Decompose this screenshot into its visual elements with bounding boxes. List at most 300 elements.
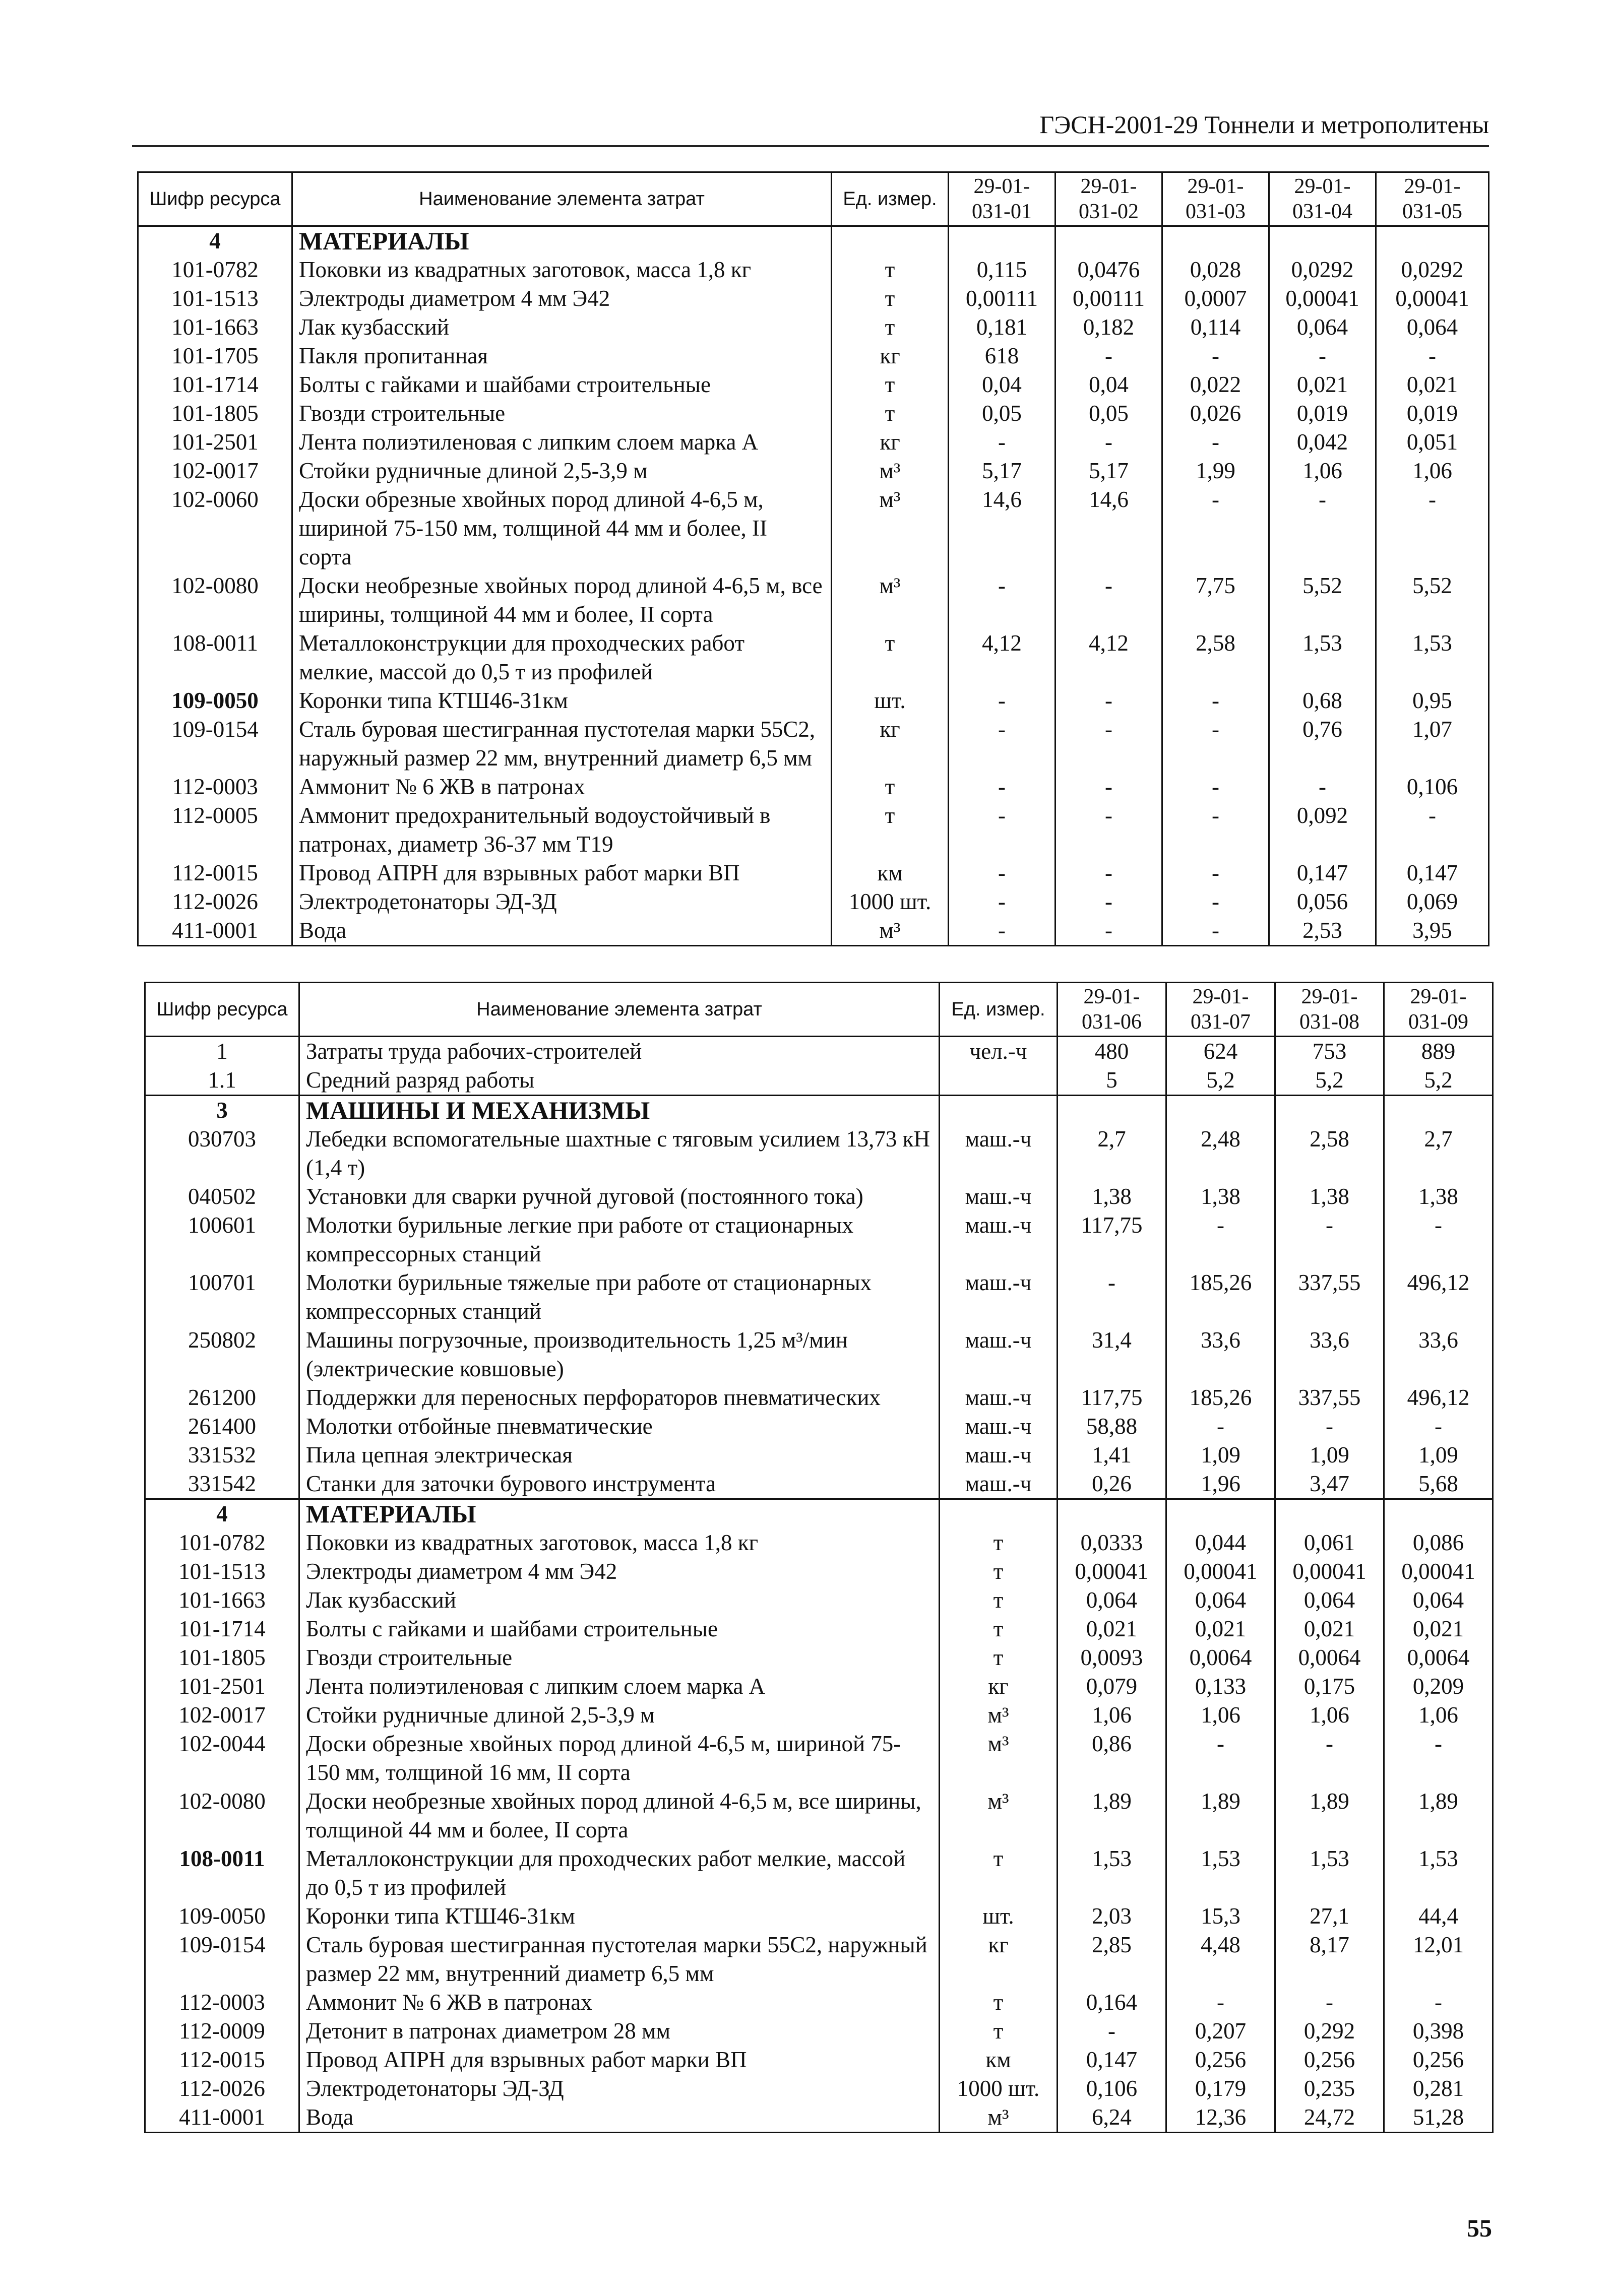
resource-value: 1,06 — [1269, 457, 1376, 485]
resource-unit — [940, 1066, 1058, 1096]
resource-code: 411-0001 — [145, 2103, 299, 2133]
resource-unit: маш.-ч — [940, 1182, 1058, 1211]
resource-value: 117,75 — [1058, 1383, 1166, 1412]
header-lot: 29-01- 031-01 — [949, 172, 1055, 226]
resource-value: 5,2 — [1275, 1066, 1384, 1096]
table-row — [145, 1441, 1493, 1470]
resource-value: 337,55 — [1275, 1268, 1384, 1326]
resource-value: 0,05 — [1055, 399, 1162, 428]
resource-value — [1376, 226, 1489, 256]
resource-name: Провод АПРН для взрывных работ марки ВП — [299, 2046, 940, 2074]
resource-value: - — [1376, 342, 1489, 370]
resource-unit: м³ — [832, 457, 949, 485]
resource-code: 3 — [145, 1096, 299, 1125]
table-row — [145, 1643, 1493, 1672]
resource-value: 0,00041 — [1384, 1557, 1493, 1586]
resource-value: 58,88 — [1058, 1412, 1166, 1441]
resource-value: 4,12 — [1055, 629, 1162, 686]
resource-code: 261400 — [145, 1412, 299, 1441]
resource-value: 2,48 — [1166, 1125, 1275, 1182]
resource-name: Стойки рудничные длиной 2,5-3,9 м — [299, 1701, 940, 1730]
resource-name: Молотки бурильные легкие при работе от стационарных компрессорных станций — [299, 1211, 940, 1268]
resource-value: - — [1384, 1988, 1493, 2017]
resource-value: - — [1055, 801, 1162, 859]
resource-value: 1,53 — [1376, 629, 1489, 686]
resource-value: 0,106 — [1058, 2074, 1166, 2103]
resource-value: 480 — [1058, 1037, 1166, 1066]
resource-value: 33,6 — [1384, 1326, 1493, 1383]
resource-code: 112-0015 — [138, 859, 292, 887]
resource-value: 0,209 — [1384, 1672, 1493, 1701]
resource-value: 0,04 — [1055, 370, 1162, 399]
header-lot: 29-01- 031-07 — [1166, 983, 1275, 1037]
resource-value: - — [1055, 859, 1162, 887]
resource-name: Поддержки для переносных перфораторов пневматических — [299, 1383, 940, 1412]
resource-value: - — [949, 801, 1055, 859]
table-row — [138, 399, 1489, 428]
resource-name: Вода — [299, 2103, 940, 2133]
resource-value: - — [1166, 1730, 1275, 1787]
resource-value: 0,061 — [1275, 1528, 1384, 1557]
resource-value: 1,06 — [1376, 457, 1489, 485]
resource-unit: т — [832, 284, 949, 313]
resource-value: - — [1162, 916, 1269, 946]
resource-value: 0,0064 — [1275, 1643, 1384, 1672]
table-row — [138, 916, 1489, 946]
resource-unit: м³ — [832, 916, 949, 946]
table-header-row — [145, 983, 1493, 1037]
resource-code: 261200 — [145, 1383, 299, 1412]
resource-unit: т — [940, 2017, 1058, 2046]
resource-unit: кг — [832, 428, 949, 457]
resource-name: Металлоконструкции для проходческих работ мелкие, массой до 0,5 т из профилей — [299, 1844, 940, 1902]
resource-value: 5,2 — [1384, 1066, 1493, 1096]
resource-unit: м³ — [832, 571, 949, 629]
resource-name: Стойки рудничные длиной 2,5-3,9 м — [292, 457, 832, 485]
table-row — [138, 485, 1489, 571]
table-row — [138, 342, 1489, 370]
resource-unit: маш.-ч — [940, 1125, 1058, 1182]
header-code: Шифр ресурса — [145, 983, 299, 1037]
table-row — [138, 571, 1489, 629]
resource-value: 0,281 — [1384, 2074, 1493, 2103]
resource-name: Лебедки вспомогательные шахтные с тяговым усилием 13,73 кН (1,4 т) — [299, 1125, 940, 1182]
resource-unit: маш.-ч — [940, 1268, 1058, 1326]
resource-unit: м³ — [940, 1730, 1058, 1787]
resource-value: 1,53 — [1275, 1844, 1384, 1902]
resource-name: Коронки типа КТШ46-31км — [299, 1902, 940, 1931]
resource-value: - — [1269, 773, 1376, 801]
resource-value: - — [1055, 686, 1162, 715]
resource-code: 101-1714 — [145, 1615, 299, 1643]
resource-unit: кг — [940, 1931, 1058, 1988]
resource-value: 0,235 — [1275, 2074, 1384, 2103]
resource-value: 44,4 — [1384, 1902, 1493, 1931]
resource-value: 337,55 — [1275, 1383, 1384, 1412]
resource-name: Болты с гайками и шайбами строительные — [299, 1615, 940, 1643]
table-row — [145, 1787, 1493, 1844]
resource-value: - — [949, 715, 1055, 773]
resource-value: 15,3 — [1166, 1902, 1275, 1931]
resource-unit: маш.-ч — [940, 1441, 1058, 1470]
resource-unit: м³ — [940, 1701, 1058, 1730]
resource-value: 1,99 — [1162, 457, 1269, 485]
header-lot: 29-01- 031-06 — [1058, 983, 1166, 1037]
table-row — [145, 1326, 1493, 1383]
resource-unit: т — [832, 313, 949, 342]
resource-value — [1275, 1499, 1384, 1529]
resource-code: 102-0017 — [145, 1701, 299, 1730]
resource-value: 0,292 — [1275, 2017, 1384, 2046]
resource-name: Лента полиэтиленовая с липким слоем марка А — [292, 428, 832, 457]
resource-name: Аммонит № 6 ЖВ в патронах — [292, 773, 832, 801]
resource-code: 102-0044 — [145, 1730, 299, 1787]
header-lot: 29-01- 031-05 — [1376, 172, 1489, 226]
resource-name: Аммонит № 6 ЖВ в патронах — [299, 1988, 940, 2017]
resource-value: - — [1269, 342, 1376, 370]
resource-value: - — [949, 686, 1055, 715]
resource-value: 0,181 — [949, 313, 1055, 342]
resource-value: 0,0064 — [1384, 1643, 1493, 1672]
resource-name: Станки для заточки бурового инструмента — [299, 1470, 940, 1499]
resource-unit: м³ — [940, 2103, 1058, 2133]
resource-name: Затраты труда рабочих-строителей — [299, 1037, 940, 1066]
resource-value: 33,6 — [1166, 1326, 1275, 1383]
resource-code: 101-1714 — [138, 370, 292, 399]
resource-value: 1,38 — [1166, 1182, 1275, 1211]
resource-code: 4 — [138, 226, 292, 256]
resource-name: Болты с гайками и шайбами строительные — [292, 370, 832, 399]
resource-name: Пила цепная электрическая — [299, 1441, 940, 1470]
table-row — [138, 313, 1489, 342]
resource-value: - — [1275, 1412, 1384, 1441]
resource-value: 496,12 — [1384, 1383, 1493, 1412]
resource-value: 0,021 — [1275, 1615, 1384, 1643]
header-lot: 29-01- 031-03 — [1162, 172, 1269, 226]
table-row — [145, 2017, 1493, 2046]
header-lot: 29-01- 031-08 — [1275, 983, 1384, 1037]
resource-value: 185,26 — [1166, 1268, 1275, 1326]
table-row — [145, 1528, 1493, 1557]
resource-unit: м³ — [940, 1787, 1058, 1844]
resource-value: 1,89 — [1384, 1787, 1493, 1844]
resource-unit: т — [940, 1844, 1058, 1902]
table-row — [145, 2074, 1493, 2103]
resource-value: 1,09 — [1275, 1441, 1384, 1470]
resource-unit: т — [832, 629, 949, 686]
resource-value: - — [1384, 1730, 1493, 1787]
resource-name: Электродетонаторы ЭД-ЗД — [292, 887, 832, 916]
table-row — [138, 629, 1489, 686]
resource-value: 0,0292 — [1269, 256, 1376, 284]
section-row — [145, 1096, 1493, 1125]
resource-name: Вода — [292, 916, 832, 946]
header-lot: 29-01- 031-02 — [1055, 172, 1162, 226]
resource-value: - — [1055, 887, 1162, 916]
resource-value: - — [1055, 773, 1162, 801]
resource-value: - — [1162, 715, 1269, 773]
resource-value: - — [1055, 916, 1162, 946]
resource-name: Коронки типа КТШ46-31км — [292, 686, 832, 715]
resource-unit: м³ — [832, 485, 949, 571]
resource-value — [1384, 1499, 1493, 1529]
page-number: 55 — [1467, 2214, 1492, 2242]
resource-value: 0,019 — [1269, 399, 1376, 428]
resource-unit: т — [940, 1988, 1058, 2017]
section-row — [138, 226, 1489, 256]
resource-value: 0,064 — [1269, 313, 1376, 342]
resource-value: 0,064 — [1166, 1586, 1275, 1615]
resource-value: 2,58 — [1162, 629, 1269, 686]
resource-value: 0,0064 — [1166, 1643, 1275, 1672]
resource-value: - — [1162, 428, 1269, 457]
resource-unit: т — [940, 1643, 1058, 1672]
resource-name: Доски обрезные хвойных пород длиной 4-6,5 м, шириной 75-150 мм, толщиной 44 мм и более, II сорта — [292, 485, 832, 571]
resource-value: 2,53 — [1269, 916, 1376, 946]
resource-code: 101-1663 — [138, 313, 292, 342]
resource-unit: маш.-ч — [940, 1470, 1058, 1499]
resource-value: 0,115 — [949, 256, 1055, 284]
resource-name: Доски обрезные хвойных пород длиной 4-6,5 м, шириной 75-150 мм, толщиной 16 мм, II сорта — [299, 1730, 940, 1787]
table-row — [145, 1412, 1493, 1441]
resource-value: 0,0333 — [1058, 1528, 1166, 1557]
resource-value: 0,0476 — [1055, 256, 1162, 284]
resource-value: 1,06 — [1275, 1701, 1384, 1730]
resource-table-2 — [144, 982, 1494, 2133]
resource-value: 0,05 — [949, 399, 1055, 428]
table-row — [145, 1902, 1493, 1931]
resource-code: 101-0782 — [138, 256, 292, 284]
resource-unit: км — [940, 2046, 1058, 2074]
resource-value: 2,7 — [1384, 1125, 1493, 1182]
resource-value: 0,68 — [1269, 686, 1376, 715]
resource-value — [1166, 1096, 1275, 1125]
resource-value: 0,019 — [1376, 399, 1489, 428]
resource-value: 5 — [1058, 1066, 1166, 1096]
resource-value: 0,021 — [1384, 1615, 1493, 1643]
resource-value: 0,147 — [1376, 859, 1489, 887]
resource-name: Машины погрузочные, производительность 1,25 м³/мин (электрические ковшовые) — [299, 1326, 940, 1383]
resource-value: 1,41 — [1058, 1441, 1166, 1470]
resource-value: 1,06 — [1058, 1701, 1166, 1730]
header-name: Наименование элемента затрат — [292, 172, 832, 226]
resource-name: Электродетонаторы ЭД-ЗД — [299, 2074, 940, 2103]
resource-code: 102-0060 — [138, 485, 292, 571]
resource-unit: т — [940, 1557, 1058, 1586]
resource-value — [1384, 1096, 1493, 1125]
resource-value: 14,6 — [1055, 485, 1162, 571]
resource-unit: т — [832, 773, 949, 801]
resource-value: 0,026 — [1162, 399, 1269, 428]
resource-value: 51,28 — [1384, 2103, 1493, 2133]
resource-value: - — [949, 773, 1055, 801]
resource-value: - — [1162, 485, 1269, 571]
resource-value: - — [1275, 1211, 1384, 1268]
resource-value: 1,53 — [1384, 1844, 1493, 1902]
resource-code: 101-1663 — [145, 1586, 299, 1615]
table-row — [145, 1211, 1493, 1268]
table-row — [145, 1931, 1493, 1988]
resource-code: 100701 — [145, 1268, 299, 1326]
resource-unit: чел.-ч — [940, 1037, 1058, 1066]
header-code: Шифр ресурса — [138, 172, 292, 226]
resource-code: 030703 — [145, 1125, 299, 1182]
table-row — [145, 1615, 1493, 1643]
table-row — [145, 2103, 1493, 2133]
resource-name: Средний разряд работы — [299, 1066, 940, 1096]
resource-code: 108-0011 — [145, 1844, 299, 1902]
resource-name: Гвозди строительные — [299, 1643, 940, 1672]
header-unit: Ед. измер. — [940, 983, 1058, 1037]
table-row — [138, 686, 1489, 715]
resource-name: Сталь буровая шестигранная пустотелая марки 55С2, наружный размер 22 мм, внутренний диаметр 6,5 мм — [299, 1931, 940, 1988]
resource-value: 0,092 — [1269, 801, 1376, 859]
resource-value: 6,24 — [1058, 2103, 1166, 2133]
resource-value: 0,021 — [1376, 370, 1489, 399]
resource-value: 7,75 — [1162, 571, 1269, 629]
table-row — [138, 370, 1489, 399]
resource-name: Гвозди строительные — [292, 399, 832, 428]
resource-value: - — [949, 428, 1055, 457]
table-row — [138, 887, 1489, 916]
table-row — [145, 1268, 1493, 1326]
resource-value: 1,38 — [1275, 1182, 1384, 1211]
resource-name: Установки для сварки ручной дуговой (постоянного тока) — [299, 1182, 940, 1211]
resource-value — [1058, 1499, 1166, 1529]
resource-value: 0,042 — [1269, 428, 1376, 457]
table-row — [145, 1988, 1493, 2017]
resource-value: 0,044 — [1166, 1528, 1275, 1557]
resource-value: 1,89 — [1058, 1787, 1166, 1844]
resource-value: 1,38 — [1058, 1182, 1166, 1211]
table-row — [145, 1844, 1493, 1902]
resource-name: Провод АПРН для взрывных работ марки ВП — [292, 859, 832, 887]
resource-value: - — [1376, 485, 1489, 571]
table-row — [138, 284, 1489, 313]
resource-code: 101-2501 — [138, 428, 292, 457]
resource-value: 1,89 — [1275, 1787, 1384, 1844]
resource-unit: кг — [832, 342, 949, 370]
resource-code: 331542 — [145, 1470, 299, 1499]
resource-unit: шт. — [940, 1902, 1058, 1931]
header-unit: Ед. измер. — [832, 172, 949, 226]
table-row — [145, 1586, 1493, 1615]
resource-value: 618 — [949, 342, 1055, 370]
resource-value: - — [1269, 485, 1376, 571]
resource-value: - — [1275, 1730, 1384, 1787]
resource-unit: шт. — [832, 686, 949, 715]
resource-value: 0,133 — [1166, 1672, 1275, 1701]
resource-value: 1,53 — [1269, 629, 1376, 686]
resource-value: 0,079 — [1058, 1672, 1166, 1701]
resource-name: Сталь буровая шестигранная пустотелая марки 55С2, наружный размер 22 мм, внутренний диаметр 6,5 мм — [292, 715, 832, 773]
resource-value: - — [949, 859, 1055, 887]
resource-value: 0,207 — [1166, 2017, 1275, 2046]
resource-value: 0,028 — [1162, 256, 1269, 284]
table-row — [145, 1066, 1493, 1096]
resource-name: Поковки из квадратных заготовок, масса 1,8 кг — [292, 256, 832, 284]
resource-value: 0,021 — [1269, 370, 1376, 399]
resource-name: Доски необрезные хвойных пород длиной 4-6,5 м, все ширины, толщиной 44 мм и более, II сорта — [299, 1787, 940, 1844]
resource-value: - — [1162, 801, 1269, 859]
resource-value: 0,106 — [1376, 773, 1489, 801]
resource-code: 250802 — [145, 1326, 299, 1383]
resource-value: - — [1275, 1988, 1384, 2017]
resource-value: 0,064 — [1384, 1586, 1493, 1615]
resource-unit: т — [832, 256, 949, 284]
resource-value: - — [1376, 801, 1489, 859]
resource-value: - — [1055, 342, 1162, 370]
resource-value: 0,00041 — [1166, 1557, 1275, 1586]
resource-table-1 — [137, 171, 1489, 946]
resource-value: 0,164 — [1058, 1988, 1166, 2017]
resource-value: - — [1058, 1268, 1166, 1326]
resource-code: 1 — [145, 1037, 299, 1066]
resource-value: 0,147 — [1058, 2046, 1166, 2074]
resource-value: - — [1166, 1412, 1275, 1441]
resource-value: 5,52 — [1376, 571, 1489, 629]
resource-value: 5,2 — [1166, 1066, 1275, 1096]
resource-value: 27,1 — [1275, 1902, 1384, 1931]
resource-name: МАТЕРИАЛЫ — [292, 226, 832, 256]
resource-value: 1,89 — [1166, 1787, 1275, 1844]
resource-code: 112-0009 — [145, 2017, 299, 2046]
resource-value: 12,01 — [1384, 1931, 1493, 1988]
table-row — [138, 715, 1489, 773]
resource-value: 0,064 — [1376, 313, 1489, 342]
header-rule — [132, 145, 1489, 147]
resource-value: 5,17 — [949, 457, 1055, 485]
resource-value: - — [1055, 715, 1162, 773]
resource-name: Поковки из квадратных заготовок, масса 1,8 кг — [299, 1528, 940, 1557]
resource-value: 24,72 — [1275, 2103, 1384, 2133]
resource-unit: т — [940, 1615, 1058, 1643]
resource-code: 101-1513 — [145, 1557, 299, 1586]
resource-value: 496,12 — [1384, 1268, 1493, 1326]
resource-code: 109-0050 — [145, 1902, 299, 1931]
resource-name: Электроды диаметром 4 мм Э42 — [299, 1557, 940, 1586]
resource-value: 0,04 — [949, 370, 1055, 399]
resource-code: 040502 — [145, 1182, 299, 1211]
table-row — [138, 428, 1489, 457]
resource-code: 109-0154 — [138, 715, 292, 773]
resource-value: 185,26 — [1166, 1383, 1275, 1412]
resource-value: 0,0007 — [1162, 284, 1269, 313]
resource-name: Аммонит предохранительный водоустойчивый в патронах, диаметр 36-37 мм Т19 — [292, 801, 832, 859]
resource-value — [1269, 226, 1376, 256]
resource-code: 102-0017 — [138, 457, 292, 485]
resource-name: Лента полиэтиленовая с липким слоем марка А — [299, 1672, 940, 1701]
table-header-row — [138, 172, 1489, 226]
resource-value: 1,06 — [1166, 1701, 1275, 1730]
table-row — [145, 1037, 1493, 1066]
resource-code: 100601 — [145, 1211, 299, 1268]
resource-value: 1,06 — [1384, 1701, 1493, 1730]
resource-value: 0,114 — [1162, 313, 1269, 342]
resource-value: 0,256 — [1275, 2046, 1384, 2074]
resource-value: - — [1166, 1211, 1275, 1268]
resource-value: 2,85 — [1058, 1931, 1166, 1988]
resource-code: 101-2501 — [145, 1672, 299, 1701]
resource-unit: т — [832, 370, 949, 399]
resource-unit — [940, 1096, 1058, 1125]
header-name: Наименование элемента затрат — [299, 983, 940, 1037]
resource-value: 753 — [1275, 1037, 1384, 1066]
resource-unit: кг — [940, 1672, 1058, 1701]
table-row — [145, 1701, 1493, 1730]
resource-code: 101-1513 — [138, 284, 292, 313]
resource-code: 109-0154 — [145, 1931, 299, 1988]
